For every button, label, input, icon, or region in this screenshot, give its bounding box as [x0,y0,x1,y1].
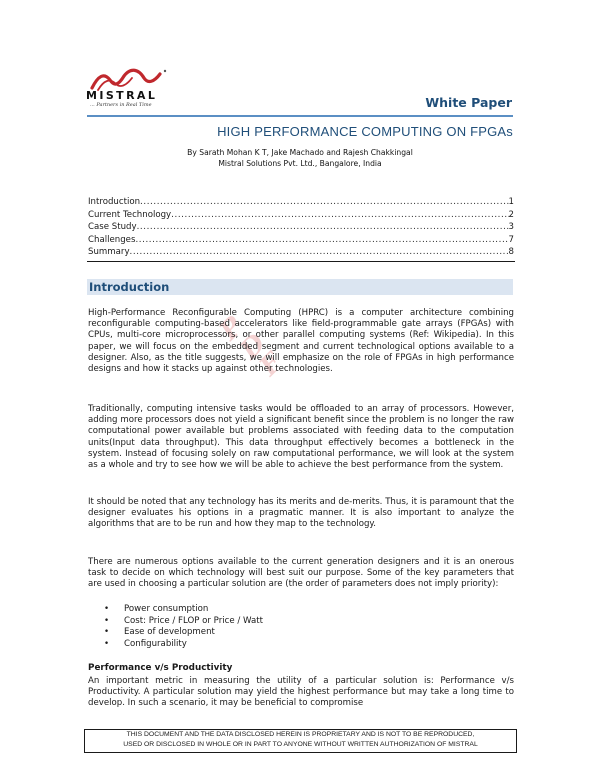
paragraph: It should be noted that any technology has its merits and de-merits. Thus, it is paramount that the designer evaluates his options in a pragmatic manner. It is also important to analyze the algorithms that are to be run and how they map to the technology. [88,497,514,530]
header-rule [87,115,513,117]
toc-leader [130,246,509,259]
watermark-letter: P [214,311,250,347]
list-item: • Cost: Price / FLOP or Price / Watt [104,616,263,628]
toc-label: Challenges [88,234,136,245]
toc-page: 7 [508,234,514,245]
paragraph: High-Performance Reconfigurable Computing (HPRC) is a computer architecture combining reconfigurable computing-based accelerators like field-programmable gate arrays (FPGAs) with CPUs, multi-core microprocessors, or other parallel computing systems (Ref: Wikipedia). In this paper, we will focus on the embedded segment and current technological options available to a designer. Also, as the title suggests, we will emphasize on the role of FPGAs in high performance designs and how it stacks up against other technologies. [88,308,514,375]
list-item: • Ease of development [104,627,263,639]
toc-label: Introduction [88,197,141,207]
toc-item-introduction[interactable] [88,196,514,209]
toc-page: 1 [508,197,514,207]
toc-label: Current Technology [88,209,172,220]
page-title: HIGH PERFORMANCE COMPUTING ON FPGAs [217,124,513,139]
list-item: • Power consumption [104,604,263,616]
toc-leader [137,221,509,234]
watermark-letter: D [234,328,272,366]
toc-leader [135,234,508,247]
toc-page: 3 [508,222,514,233]
toc-leader [140,196,508,209]
document-type: White Paper [425,95,512,110]
toc-page: 8 [508,247,514,258]
toc-item-challenges[interactable] [88,234,514,247]
toc-item-summary[interactable] [88,246,514,259]
affiliation: Mistral Solutions Pvt. Ltd., Bangalore, India [218,159,382,168]
company-logo [86,66,176,110]
list-item: • Configurability [104,639,263,651]
paragraph: Traditionally, computing intensive tasks would be offloaded to an array of processors. However, adding more processors does not yield a significant benefit since the problem is no longer the raw computational power available but problems associated with feeding data to the computation units(Input data throughput). This data throughput effectively becomes a bottleneck in the system. Instead of focusing solely on raw computational performance, we will look at the system as a whole and try to see how we will be able to achieve the best performance from the system. [88,404,514,471]
logo-tagline: ... Partners in Real Time [90,102,152,108]
paragraph: An important metric in measuring the utility of a particular solution is: Performance v/s Productivity. A particular solution may yield the highest performance but may take a long time to develop. In such a scenario, it may be beneficial to compromise [88,676,514,709]
footer-line: USED OR DISCLOSED IN WHOLE OR IN PART TO ANYONE WITHOUT WRITTEN AUTHORIZATION OF MISTRAL [123,741,478,748]
parameter-list [104,604,263,650]
section-heading-bar [87,279,513,295]
toc-label: Case Study [88,222,137,233]
toc-item-case-study[interactable] [88,221,514,234]
paragraph: There are numerous options available to the current generation designers and it is an onerous task to decide on which technology will best suit our purpose. Some of the key parameters that are used in choosing a particular solution are (the order of parameters does not imply priority): [88,557,514,590]
confidentiality-footer [84,729,517,753]
subheading-performance: Performance v/s Productivity [88,663,233,673]
section-heading-introduction: Introduction [89,280,170,294]
toc-leader [171,209,508,222]
author-block [100,147,500,169]
toc-rule [87,261,515,262]
toc-item-current-technology[interactable] [88,209,514,222]
logo-wordmark: MISTRAL [86,89,158,102]
table-of-contents [88,196,514,259]
authors: By Sarath Mohan K T, Jake Machado and Rajesh Chakkingal [187,148,413,157]
watermark-letter: F [254,347,289,383]
footer-line: THIS DOCUMENT AND THE DATA DISCLOSED HEREIN IS PROPRIETARY AND IS NOT TO BE REPRODUCED, [126,731,475,738]
toc-page: 2 [508,209,514,220]
toc-label: Summary [88,247,130,258]
